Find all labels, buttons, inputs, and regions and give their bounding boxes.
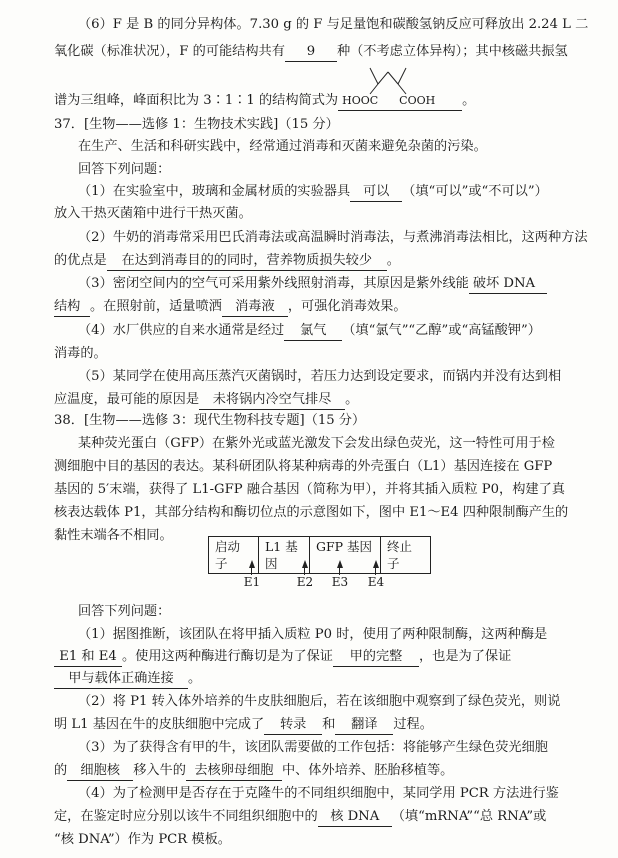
structure-answer: HOOC COOH <box>338 92 462 111</box>
q37-s3-line1: （3）密闭空间内的空气可采用紫外线照射消毒，其原因是紫外线能 破坏 DNA <box>78 275 547 294</box>
answer-blank: 甲与载体正确连接 <box>54 670 188 689</box>
q38-ask: 回答下列问题： <box>78 604 171 619</box>
q37-s2-line2: 的优点是 在达到消毒目的的同时，营养物质损失较少 。 <box>54 252 400 271</box>
q38-s1-line1: （1）据图推断，该团队在将甲插入质粒 P0 时，使用了两种限制酶，这两种酶是 <box>78 627 548 642</box>
q37-s1-line1: （1）在实验室中，玻璃和金属材质的实验器具 可以 （填“可以”或“不可以”） <box>78 183 548 202</box>
gfp-gene-segment: GFP 基因 <box>310 537 381 573</box>
q38-p1: 某种荧光蛋白（GFP）在紫外光或蓝光激发下会发出绿色荧光，这一特性可用于检 <box>78 436 555 451</box>
answer-blank: 未将锅内冷空气排尽 <box>199 391 345 410</box>
q38-s4-line1: （4）为了检测甲是否存在于克隆牛的不同组织细胞中，某同学用 PCR 方法进行鉴 <box>78 786 559 801</box>
q38-title: 38．[生物——选修 3：现代生物科技专题]（15 分） <box>54 413 366 428</box>
q38-p5: 黏性末端各不相同。 <box>54 528 173 543</box>
promoter-segment: 启动子 <box>209 537 259 573</box>
answer-blank: 细胞核 <box>67 762 133 781</box>
q38-p4: 核表达载体 P1，其部分结构和酶切位点的示意图如下，图中 E1～E4 四种限制酶产生的 <box>54 505 569 520</box>
answer-blank: 甲的完整 <box>333 648 419 667</box>
q38-s2-line2: 明 L1 基因在牛的皮肤细胞中完成了 转录 和 翻译 过程。 <box>54 716 433 735</box>
answer-blank: 9 <box>285 43 337 62</box>
q37-ask: 回答下列问题： <box>78 162 171 177</box>
terminator-segment: 终止子 <box>387 539 413 571</box>
q36-6-line3: 谱为三组峰，峰面积比为 3∶1∶1 的结构简式为 HOOC COOH 。 <box>54 92 475 111</box>
q36-6-line1: （6）F 是 B 的同分异构体。7.30 g 的 F 与足量饱和碳酸氢钠反应可释放出 2.24 L 二 <box>78 17 589 32</box>
q37-s5-line1: （5）某同学在使用高压蒸汽灭菌锅时，若压力达到设定要求，而锅内并没有达到相 <box>78 369 562 384</box>
q38-s1-line2: E1 和 E4 。使用这两种酶进行酶切是为了保证 甲的完整 ，也是为了保证 <box>54 648 511 667</box>
answer-blank: 氯气 <box>284 322 342 341</box>
q37-intro: 在生产、生活和科研实践中，经常通过消毒和灭菌来避免杂菌的污染。 <box>78 139 487 154</box>
answer-blank: 可以 <box>350 183 402 202</box>
answer-blank: E1 和 E4 <box>54 648 122 667</box>
q37-s3-line2: 结构 。在照射前，适量喷洒 消毒液 ，可强化消毒效果。 <box>54 298 407 317</box>
q36-6-line2: 氧化碳（标准状况），F 的可能结构共有 9 种（不考虑立体异构）；其中核磁共振氢 <box>54 43 568 62</box>
q38-s3-line2: 的 细胞核 移入牛的 去核卵母细胞 中、体外培养、胚胎移植等。 <box>54 762 453 781</box>
answer-blank: 去核卵母细胞 <box>186 762 282 781</box>
q37-title: 37．[生物——选修 1：生物技术实践]（15 分） <box>54 117 339 132</box>
answer-blank: 翻译 <box>335 716 393 735</box>
answer-blank: 消毒液 <box>222 298 288 317</box>
q37-s1-line2: 放入干热灭菌箱中进行干热灭菌。 <box>54 206 252 221</box>
q38-s1-line3: 甲与载体正确连接 。 <box>54 670 201 689</box>
l1-gene-segment: L1 基因 <box>259 537 310 573</box>
q37-s4-line1: （4）水厂供应的自来水通常是经过 氯气 （填“氯气”“乙醇”或“高锰酸钾”） <box>78 322 541 341</box>
answer-blank: 在达到消毒目的的同时，营养物质损失较少 <box>107 252 387 271</box>
q38-s4-line3: “核 DNA”）作为 PCR 模板。 <box>54 832 231 847</box>
q37-s4-line2: 消毒的。 <box>54 346 107 361</box>
answer-blank: 破坏 DNA <box>469 275 547 294</box>
answer-blank: 核 DNA <box>318 808 392 827</box>
answer-blank-cont: 结构 <box>54 298 90 317</box>
q38-s4-line2: 定，在鉴定时应分别以该牛不同组织细胞中的 核 DNA （填“mRNA”“总 RNA”或 <box>54 808 546 827</box>
q37-s2-line1: （2）牛奶的消毒常采用巴氏消毒法或高温瞬时消毒法，与煮沸消毒法相比，这两种方法 <box>78 230 588 245</box>
plasmid-diagram <box>208 536 431 574</box>
q37-s5-line2: 应温度，最可能的原因是 未将锅内冷空气排尽 。 <box>54 391 358 410</box>
q38-s3-line1: （3）为了获得含有甲的牛，该团队需要做的工作包括：将能够产生绿色荧光细胞 <box>78 740 548 755</box>
q38-p3: 基因的 5′末端，获得了 L1-GFP 融合基因（简称为甲），并将其插入质粒 P0，构建了真 <box>54 482 565 497</box>
q38-s2-line1: （2）将 P1 转入体外培养的牛皮肤细胞后，若在该细胞中观察到了绿色荧光，则说 <box>78 694 561 709</box>
answer-blank: 转录 <box>264 716 322 735</box>
q38-p2: 测细胞中目的基因的表达。某科研团队将某种病毒的外壳蛋白（L1）基因连接在 GFP <box>54 459 553 474</box>
